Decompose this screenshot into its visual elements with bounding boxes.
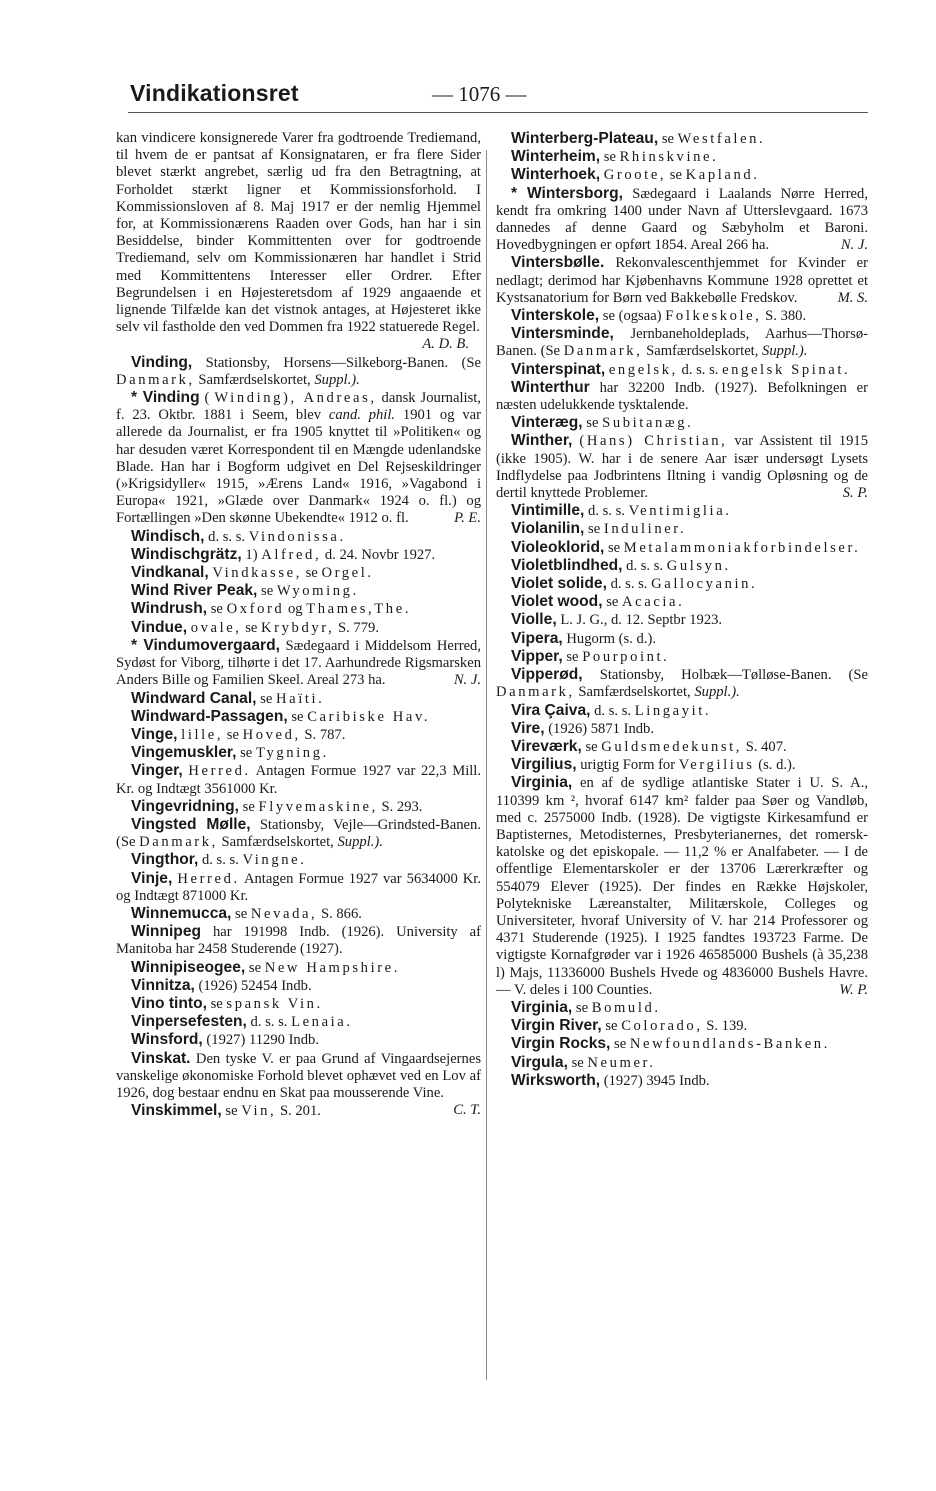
entry-text: Stationsby, Holbæk—Tølløse-Banen. (Se	[599, 667, 869, 684]
dictionary-entry	[496, 630, 868, 648]
dictionary-entry	[496, 307, 868, 325]
dictionary-entry	[496, 502, 868, 520]
entry-text: se	[235, 905, 248, 922]
dictionary-entry	[496, 720, 868, 738]
dictionary-entry	[496, 432, 868, 502]
entry-text: se	[226, 726, 239, 743]
headword: Violeoklorid,	[511, 538, 605, 556]
spaced-reference: engelsk Spinat.	[722, 361, 851, 378]
spaced-reference: Danmark,	[496, 684, 575, 701]
spaced-reference: Hoved,	[242, 726, 301, 743]
entry-text: (	[204, 390, 210, 407]
dictionary-entry	[496, 738, 868, 756]
headword: * Wintersborg,	[511, 184, 623, 202]
dictionary-entry	[496, 756, 868, 774]
spaced-reference: Danmark,	[116, 371, 195, 388]
headword: Vintersbølle.	[511, 254, 605, 272]
dictionary-entry	[116, 905, 481, 923]
dictionary-entry	[116, 816, 481, 851]
dictionary-entry	[116, 564, 481, 582]
headword: Vinge,	[131, 725, 178, 743]
author-signature: S. P.	[842, 485, 868, 502]
entry-text: se	[661, 131, 674, 147]
entry-text: Sædegaard i Middelsom Herred, Sydøst for Viborg, tilhørte i det 17. Aarhundrede Rigsmarsken Anders Bille og Familien Skeel. Areal 273 ha.	[116, 637, 481, 689]
headword: * Vindumovergaard,	[131, 636, 280, 654]
headword: Windisch,	[131, 527, 205, 545]
entry-text: se (ogsaa)	[602, 308, 662, 325]
entry-text: Antagen Formue 1927 var 5634000 Kr. og Indtægt 871000 Kr.	[116, 870, 482, 904]
entry-text: S. 380.	[765, 308, 807, 325]
entry-text: Samfærdselskortet,	[646, 343, 759, 360]
entry-text: se	[291, 708, 304, 725]
entry-text: se	[210, 601, 223, 618]
dictionary-entry	[116, 1031, 481, 1049]
entry-text: S. 866.	[320, 905, 362, 922]
headword: Violanilin,	[511, 520, 585, 538]
entry-text: Hugorm (s. d.).	[566, 630, 656, 647]
spaced-reference: Pourpoint.	[582, 648, 670, 665]
headword: Vinpersefesten,	[131, 1013, 247, 1031]
entry-text: se	[585, 738, 598, 755]
headword: Virgula,	[511, 1053, 568, 1071]
headword: Violle,	[511, 611, 557, 629]
dictionary-entry	[116, 1102, 481, 1120]
headword: Windward Canal,	[131, 689, 257, 707]
entry-text: Rekonvalescenthjemmet for Kvinder er nedlagt; derimod har Kjøbenhavns Kommune 1928 oprettet et Kystsanatorium for Børn ved Bakkebølle Fredskov.	[496, 255, 868, 306]
spaced-reference: Vindonissa.	[248, 528, 346, 545]
spaced-reference: Neumer.	[587, 1054, 656, 1071]
entry-text: 1)	[245, 546, 258, 563]
headword: Wirksworth,	[511, 1071, 601, 1089]
spaced-reference: Vergilius	[678, 757, 755, 774]
spaced-reference: Thames,The.	[306, 601, 412, 618]
author-signature: C. T.	[453, 1102, 481, 1119]
headword: Virgin River,	[511, 1017, 602, 1035]
entry-text: dansk Journalist, f. 23. Oktbr. 1881 i Seem, blev	[116, 390, 481, 424]
entry-text: S. 787.	[304, 726, 346, 743]
entry-text: L. J. G., d. 12. Septbr 1923.	[560, 612, 723, 629]
entry-text: og	[287, 601, 303, 618]
entry-text: Antagen Formue 1927 var 22,3 Mill. Kr. og Indtægt 3561000 Kr.	[116, 763, 482, 797]
headword: Vingevridning,	[131, 797, 240, 815]
entry-text: Samfærdselskortet,	[221, 834, 334, 851]
headword: Windischgrätz,	[131, 545, 242, 563]
dictionary-entry	[496, 702, 868, 720]
header-rule	[128, 112, 868, 113]
entry-text: har 32200 Indb. (1927). Befolkningen er næsten udelukkende tysktalende.	[496, 379, 869, 414]
entry-text: var Assistent til 1915 (ikke 1905). W. har i de senere Aar især undersøgt Lysets Indflydelse paa Jodbrintens Iltning i vandig Opløsning og de dertil knyttede Problemer.	[496, 433, 869, 502]
dictionary-entry	[496, 666, 868, 701]
headword: Windrush,	[131, 600, 208, 618]
dictionary-entry	[116, 851, 481, 869]
spaced-reference: Flyvemaskine,	[258, 798, 378, 815]
headword: Vinterskole,	[511, 307, 600, 325]
entry-text: se	[575, 999, 589, 1016]
spaced-reference: Gulsyn.	[666, 557, 731, 574]
headword: Vipper,	[511, 647, 563, 665]
entry-text: se	[606, 594, 619, 611]
entry-text: se	[245, 619, 258, 636]
headword: Vipera,	[511, 629, 563, 647]
headword: Virgilius,	[511, 756, 577, 774]
entry-text: S. 293.	[381, 798, 423, 815]
dictionary-entry	[496, 185, 868, 255]
entry-text: d. s. s.	[588, 503, 625, 520]
author-signature: P. E.	[454, 510, 481, 527]
headword: Winterthur	[511, 378, 590, 396]
headword: Vingsted Mølle,	[131, 815, 251, 833]
entry-text: se	[210, 995, 223, 1012]
spaced-reference: Lenaia.	[291, 1014, 353, 1031]
spaced-reference: Herred.	[177, 870, 240, 887]
spaced-reference: Danmark,	[563, 343, 643, 360]
spaced-reference: Alfred,	[261, 546, 322, 563]
entry-text: se	[566, 648, 579, 665]
spaced-reference: Danmark,	[139, 834, 218, 851]
headword: Vinterspinat,	[511, 360, 606, 378]
entry-text: se	[614, 1036, 627, 1053]
column-divider	[486, 150, 487, 1380]
entry-text: kan vindicere konsignerede Varer fra godtroende Trediemand, til hvem de er pantsat af Konsignataren, er fra flere Sider blevet stærkt angrebet, særlig ud fra den Betragtning, at Forholdet stærkt ligner et Kommissionsforhold. I Kommissionsloven af 8. Maj 1917 er der nemlig Hjemmel for, at Kommissionærens Raaden over Gods, han har i sin Besiddelse, binder Kommittenten over for godtroende Trediemand, selv om Kommissionæren har handlet i Strid med Kommittentens Interesser eller Ordrer. Efter Begrundelsen i en Højesteretsdom af 1929 angaaende et lignende Tilfælde kan det vistnok antages, at Højesteret ikke selv vil fastholde den ved Dommen fra 1922 statuerede Regel.	[116, 130, 481, 336]
italic-text: Suppl.).	[762, 343, 808, 360]
spaced-reference: Vingne.	[242, 852, 307, 869]
headword: Vinteræg,	[511, 414, 583, 432]
entry-text: se	[305, 565, 318, 582]
dictionary-entry	[116, 762, 481, 797]
dictionary-entry	[116, 726, 481, 744]
dictionary-entry	[496, 648, 868, 666]
headword: Winnipiseogee,	[131, 958, 246, 976]
entry-text: se	[588, 521, 601, 538]
entry-text: (1926) 5871 Indb.	[548, 720, 654, 737]
dictionary-entry	[496, 361, 868, 379]
dictionary-entry	[116, 354, 481, 389]
headword: Winterberg-Plateau,	[511, 130, 659, 147]
entry-text: d. s. s.	[681, 361, 719, 378]
dictionary-entry	[116, 582, 481, 600]
headword: Vinje,	[131, 869, 173, 887]
spaced-reference: Rhinskvine.	[619, 149, 719, 166]
spaced-reference: Newfoundlands-Banken.	[629, 1036, 830, 1053]
dictionary-entry	[496, 999, 868, 1017]
continued-text	[116, 130, 481, 336]
dictionary-entry	[496, 557, 868, 575]
author-signature: N. J.	[453, 672, 481, 689]
dictionary-entry	[496, 593, 868, 611]
author-signature: N. J.	[840, 237, 868, 254]
dictionary-entry	[496, 774, 868, 999]
entry-text: se	[242, 798, 255, 815]
entry-text: Samfærdselskortet,	[198, 371, 311, 388]
headword: Vinskat.	[131, 1049, 191, 1067]
italic-text: Suppl.).	[337, 834, 383, 851]
headword: Vintersminde,	[511, 325, 614, 343]
author-signature: W. P.	[839, 981, 868, 998]
spaced-reference: (Hans) Christian,	[579, 433, 728, 450]
left-column	[116, 130, 481, 1120]
entry-text: d. s. s.	[201, 852, 239, 869]
headword: Winterheim,	[511, 148, 601, 166]
entry-text: S. 407.	[745, 738, 787, 755]
entry-text: Sædegaard i Laalands Nørre Herred, kendt fra omkring 1400 under Navn af Utterslevgaard. 1673 dannedes af denne Gaard og Sæbyholm et Baroni. Hovedbygningen er opført 1854. Areal 266 ha.	[496, 185, 868, 254]
entry-text: se	[260, 690, 273, 707]
italic-text: Suppl.).	[314, 371, 360, 388]
dictionary-entry	[496, 166, 868, 184]
headword: * Vinding	[131, 389, 200, 407]
spaced-reference: Oxford	[226, 601, 285, 618]
spaced-reference: ovale,	[190, 619, 242, 636]
dictionary-entry	[116, 600, 481, 618]
headword: Vingthor,	[131, 851, 199, 869]
entry-text: urigtig Form for	[580, 757, 676, 774]
dictionary-entry	[116, 637, 481, 690]
headword: Vipperød,	[511, 666, 583, 684]
dictionary-entry	[496, 148, 868, 166]
entry-text: d. s. s.	[626, 557, 664, 574]
spaced-reference: Subitanæg.	[602, 415, 694, 432]
spaced-reference: Winding), Andreas,	[214, 390, 377, 407]
entry-text: (1926) 52454 Indb.	[198, 977, 312, 994]
headword: Vire,	[511, 719, 545, 737]
author-signature: A. D. B.	[422, 336, 469, 353]
dictionary-entry	[496, 575, 868, 593]
headword: Vinger,	[131, 762, 183, 780]
entry-text: se	[240, 745, 253, 762]
headword: Vindkanal,	[131, 564, 209, 582]
entry-text: Den tyske V. er paa Grund af Vingaardsejernes vanskelige økonomiske Forhold blevet ophævet ved en Lov af 1926, dog bestaar endnu en Skat paa mousserende Vine.	[116, 1050, 481, 1101]
spaced-reference: Vin,	[241, 1103, 277, 1120]
spaced-reference: Caribiske Hav.	[307, 708, 431, 725]
dictionary-entry	[496, 325, 868, 360]
dictionary-entry	[116, 1013, 481, 1031]
entry-text: d. s. s.	[250, 1014, 288, 1031]
spaced-reference: Herred.	[188, 763, 251, 780]
headword: Winterhoek,	[511, 166, 601, 184]
author-signature: M. S.	[837, 289, 868, 306]
spaced-reference: Guldsmedekunst,	[601, 738, 743, 755]
entry-text: Samfærdselskortet,	[578, 684, 691, 701]
dictionary-entry	[496, 520, 868, 538]
entry-text: se	[586, 415, 599, 432]
entry-text: (1927) 3945 Indb.	[603, 1072, 710, 1089]
italic-text: Suppl.).	[694, 684, 740, 701]
headword: Vindue,	[131, 618, 188, 636]
entry-text: Stationsby, Vejle—Grindsted-Banen. (Se	[116, 816, 481, 851]
entry-text: se	[261, 583, 274, 600]
dictionary-entry	[496, 1035, 868, 1053]
spaced-reference: lille,	[181, 726, 224, 743]
spaced-reference: Wyoming.	[276, 583, 359, 600]
spaced-reference: Kapland.	[685, 167, 760, 184]
spaced-reference: Groote,	[603, 167, 667, 184]
entry-text: se	[607, 539, 621, 556]
entry-text: d. 24. Novbr 1927.	[324, 546, 436, 563]
spaced-reference: spansk Vin.	[226, 995, 323, 1012]
running-head-title: Vindikationsret	[130, 80, 299, 106]
entry-text: se	[603, 149, 616, 166]
dictionary-entry	[496, 1017, 868, 1035]
spaced-reference: Acacia.	[622, 594, 685, 611]
dictionary-entry	[496, 414, 868, 432]
spaced-reference: New Hampshire.	[264, 959, 401, 976]
headword: Virgin Rocks,	[511, 1035, 611, 1053]
spaced-reference: Metalammoniakforbindelser.	[623, 539, 861, 556]
headword: Violet solide,	[511, 575, 607, 593]
spaced-reference: Induliner.	[603, 521, 687, 538]
dictionary-entry	[496, 611, 868, 629]
dictionary-entry	[496, 1054, 868, 1072]
entry-text: d. s. s.	[610, 576, 648, 593]
entry-text: S. 139.	[706, 1018, 748, 1035]
entry-text: d. s. s.	[208, 528, 246, 545]
entry-text: 1901 og var allerede da Journalist, er fra 1905 knyttet til »Politiken« og har desuden været Korrespondent til en Mængde udenlandske Blade. Han har i Bogform udgivet en Del Rejseskildringer (»Krigsidyller« 1915, »Ærens Land« 1916, »Vagabond i Europa« 1921, »Glæde over Danmark« 1924 o. fl.) og Fortællingen »Den skønne Ubekendte« 1912 o. fl.	[116, 407, 481, 527]
dictionary-entry	[496, 254, 868, 307]
headword: Winsford,	[131, 1031, 203, 1049]
dictionary-entry	[116, 546, 481, 564]
entry-text: Stationsby, Horsens—Silkeborg-Banen. (Se	[205, 354, 481, 371]
headword: Vinnitza,	[131, 976, 195, 994]
spaced-reference: Lingayit.	[634, 702, 712, 719]
headword: Vintimille,	[511, 502, 585, 520]
spaced-reference: Nevada,	[250, 905, 318, 922]
entry-text: se	[571, 1054, 584, 1071]
spaced-reference: Vindkasse,	[212, 565, 302, 582]
spaced-reference: Gallocyanin.	[651, 576, 758, 593]
entry-text: (s. d.).	[758, 757, 796, 774]
headword: Winther,	[511, 432, 573, 450]
entry-text: se	[669, 167, 682, 184]
headword: Vingemuskler,	[131, 744, 237, 762]
headword: Winnipeg	[131, 923, 202, 941]
headword: Vinskimmel,	[131, 1102, 222, 1120]
dictionary-entry	[496, 539, 868, 557]
entry-text: se	[225, 1103, 238, 1120]
entry-text: se	[248, 959, 262, 976]
spaced-reference: Tygning.	[255, 745, 329, 762]
right-column	[496, 130, 868, 1090]
headword: Violet wood,	[511, 593, 603, 611]
headword: Virginia,	[511, 774, 573, 792]
dictionary-entry	[496, 1072, 868, 1090]
entry-text: (1927) 11290 Indb.	[206, 1032, 319, 1049]
spaced-reference: Westfalen.	[677, 131, 766, 147]
entry-text: d. s. s.	[594, 702, 632, 719]
page-number: — 1076 —	[432, 82, 527, 106]
dictionary-entry	[496, 130, 868, 148]
entry-text: en af de sydlige atlantiske Stater i U. S. A., 110399 km ², hvoraf 6147 km² falder paa Søer og Vandløb, med c. 2575000 Indb. (1928). De vigtigste Kirkesamfund er Baptisternes, Metodisternes, Presbyterianernes, det romersk-katolske og det episkopale. — 11,2 % er Analfabeter. — I de offentlige Elementarskoler er der 13706 Lærerkræfter og 554079 Elever (1925). Der findes en Række Højskoler, Polytekniske Læreanstalter, Militærskole, Colleges og Universiteter, hvoraf University of V. har 214 Professorer og 4371 Studerende (1925). I 1925 fandtes 193723 Farme. De vigtigste Kornafgrøder var i 1926 46585000 Bushels (à 35,238 l) Majs, 11336000 Bushels Hvede og 4836000 Bushels Havre. — V. deles i 100 Counties.	[496, 775, 868, 998]
spaced-reference: Ventimiglia.	[628, 503, 732, 520]
dictionary-entry	[496, 379, 868, 414]
headword: Vinding,	[131, 353, 193, 371]
headword: Vira Çaiva,	[511, 701, 591, 719]
dictionary-entry	[116, 744, 481, 762]
spaced-reference: Bomuld.	[591, 999, 661, 1016]
dictionary-entry	[116, 690, 481, 708]
headword: Vireværk,	[511, 737, 582, 755]
dictionary-entry	[116, 528, 481, 546]
dictionary-entry	[116, 995, 481, 1013]
dictionary-entry	[116, 619, 481, 637]
spaced-reference: Colorado,	[621, 1018, 703, 1035]
spaced-reference: Folkeskole,	[665, 308, 762, 325]
headword: Windward-Passagen,	[131, 707, 288, 725]
dictionary-entry	[116, 959, 481, 977]
entry-text: S. 201.	[279, 1103, 321, 1120]
spaced-reference: Orgel.	[321, 565, 374, 582]
entry-text: se	[605, 1018, 618, 1035]
dictionary-entry	[116, 708, 481, 726]
headword: Winnemucca,	[131, 904, 232, 922]
headword: Wind River Peak,	[131, 582, 258, 600]
entry-text: Jernbaneholdeplads, Aarhus—Thorsø-Banen. (Se	[496, 326, 868, 360]
dictionary-entry	[116, 977, 481, 995]
headword: Virginia,	[511, 998, 573, 1016]
dictionary-entry	[116, 870, 481, 905]
spaced-reference: engelsk,	[608, 361, 678, 378]
headword: Vino tinto,	[131, 994, 207, 1012]
italic-text: cand. phil.	[328, 407, 396, 424]
entry-text: S. 779.	[338, 619, 379, 636]
headword: Violetblindhed,	[511, 556, 623, 574]
entry-text: har 191998 Indb. (1926). University af Manitoba har 2458 Studerende (1927).	[116, 924, 482, 958]
dictionary-entry	[116, 923, 481, 958]
dictionary-entry	[116, 389, 481, 528]
spaced-reference: Haïti.	[275, 690, 325, 707]
spaced-reference: Krybdyr,	[261, 619, 335, 636]
dictionary-entry	[116, 798, 481, 816]
